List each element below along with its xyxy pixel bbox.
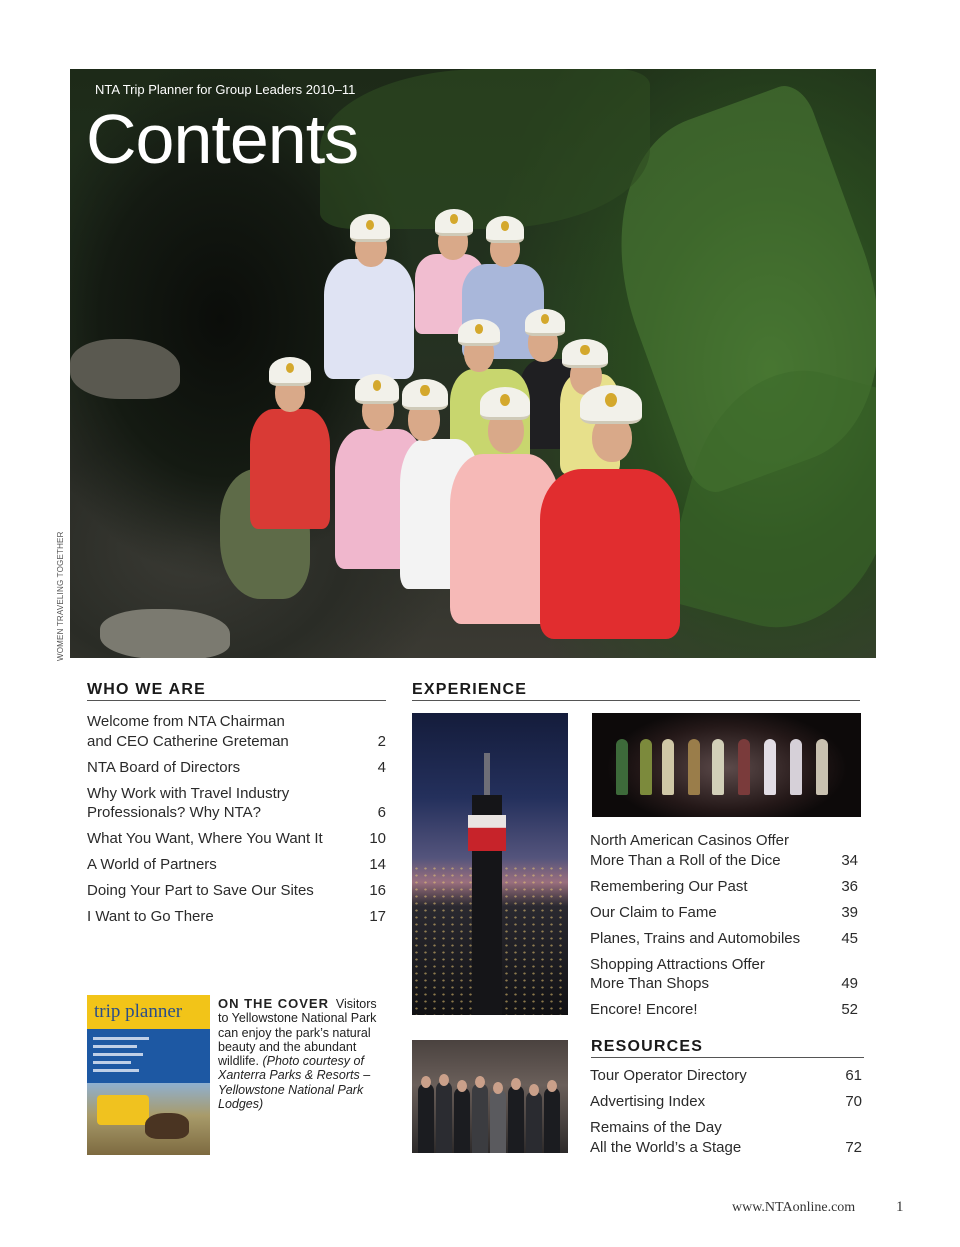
toc-entry-title: Our Claim to Fame	[590, 903, 717, 921]
toc-entry[interactable]	[590, 1066, 862, 1086]
toc-entry-title: What You Want, Where You Want It	[87, 830, 323, 847]
toc-entry-title: Remains of the Day All the World’s a Stage	[590, 1119, 742, 1156]
canopy-foliage	[320, 69, 650, 229]
toc-entry-page: 4	[377, 758, 386, 776]
toc-entry-page: 52	[841, 1001, 858, 1018]
toc-entry-page: 16	[369, 882, 386, 899]
toc-entry[interactable]	[590, 831, 858, 870]
group-photo	[412, 1040, 568, 1153]
toc-entry-title: Planes, Trains and Automobiles	[590, 929, 801, 947]
toc-entry-title: Why Work with Travel Industry Professionals? Why NTA?	[87, 784, 290, 821]
toc-entry-title: NTA Board of Directors	[87, 758, 241, 776]
stage-performance-photo	[592, 713, 861, 817]
toc-entry-page: 6	[377, 804, 386, 821]
toc-entry[interactable]	[590, 877, 858, 897]
toc-entry[interactable]	[590, 929, 858, 949]
section-heading-experience: EXPERIENCE	[412, 681, 860, 701]
rock	[100, 609, 230, 658]
toc-entry-title: I Want to Go There	[87, 908, 214, 925]
toc-entry-page: 39	[841, 903, 858, 921]
bus-illustration	[97, 1095, 149, 1125]
toc-entry-page: 17	[369, 908, 386, 925]
toc-entry-title: Welcome from NTA Chairman and CEO Catherine Greteman	[87, 713, 289, 750]
cover-caption-credit: (Photo courtesy of Xanterra Parks & Resorts – Yellowstone National Park Lodges)	[218, 1054, 371, 1112]
toc-entry[interactable]	[590, 1092, 862, 1112]
toc-entry[interactable]	[87, 855, 386, 875]
toc-entry-page: 36	[841, 877, 858, 895]
publication-kicker: NTA Trip Planner for Group Leaders 2010–11	[95, 82, 356, 97]
hero-photo	[70, 69, 876, 658]
toc-entry[interactable]	[590, 1000, 858, 1020]
toc-entry[interactable]	[87, 829, 386, 849]
toc-entry[interactable]	[87, 712, 386, 751]
toc-list-who-we-are	[87, 712, 386, 933]
cover-caption-lead: ON THE COVER	[218, 996, 329, 1011]
toc-entry-title: Shopping Attractions Offer More Than Shops	[590, 955, 765, 992]
cover-caption-text: Visitors to Yellowstone National Park can enjoy the park’s natural beauty and the abundant wildlife.	[218, 997, 377, 1069]
toc-entry-page: 49	[841, 975, 858, 992]
section-heading-resources: RESOURCES	[591, 1038, 864, 1058]
photo-credit: WOMEN TRAVELING TOGETHER	[56, 531, 65, 661]
toc-entry-page: 45	[841, 929, 858, 947]
toc-entry-title: A World of Partners	[87, 856, 217, 873]
page-title: Contents	[86, 100, 359, 178]
toc-entry[interactable]	[87, 881, 386, 901]
rock	[70, 339, 180, 399]
cover-caption	[218, 997, 384, 1111]
toc-entry[interactable]	[590, 955, 858, 994]
empire-state-building-photo	[412, 713, 568, 1015]
toc-entry-page: 14	[369, 856, 386, 873]
section-heading-who-we-are: WHO WE ARE	[87, 681, 386, 701]
toc-entry[interactable]	[87, 907, 386, 927]
toc-entry[interactable]	[87, 758, 386, 778]
toc-entry-page: 10	[369, 830, 386, 847]
toc-entry-page: 61	[845, 1067, 862, 1084]
toc-entry[interactable]	[87, 784, 386, 823]
toc-entry-page: 72	[845, 1138, 862, 1156]
toc-entry-page: 34	[841, 851, 858, 869]
toc-entry[interactable]	[590, 1118, 862, 1157]
cover-logo: trip planner	[94, 1001, 183, 1022]
toc-entry-title: Doing Your Part to Save Our Sites	[87, 882, 314, 899]
toc-entry-title: North American Casinos Offer More Than a Roll of the Dice	[590, 832, 789, 869]
toc-entry-title: Tour Operator Directory	[590, 1067, 747, 1084]
toc-list-resources	[590, 1066, 862, 1164]
toc-entry-page: 70	[845, 1093, 862, 1110]
toc-entry-title: Advertising Index	[590, 1093, 706, 1110]
bison-illustration	[145, 1113, 189, 1139]
cover-thumbnail	[87, 995, 210, 1155]
toc-list-experience	[590, 831, 858, 1026]
toc-entry[interactable]	[590, 903, 858, 923]
page-number: 1	[896, 1199, 904, 1215]
toc-entry-title: Remembering Our Past	[590, 877, 748, 895]
toc-entry-page: 2	[377, 732, 386, 750]
toc-entry-title: Encore! Encore!	[590, 1001, 698, 1018]
footer-url[interactable]: www.NTAonline.com	[732, 1200, 856, 1215]
